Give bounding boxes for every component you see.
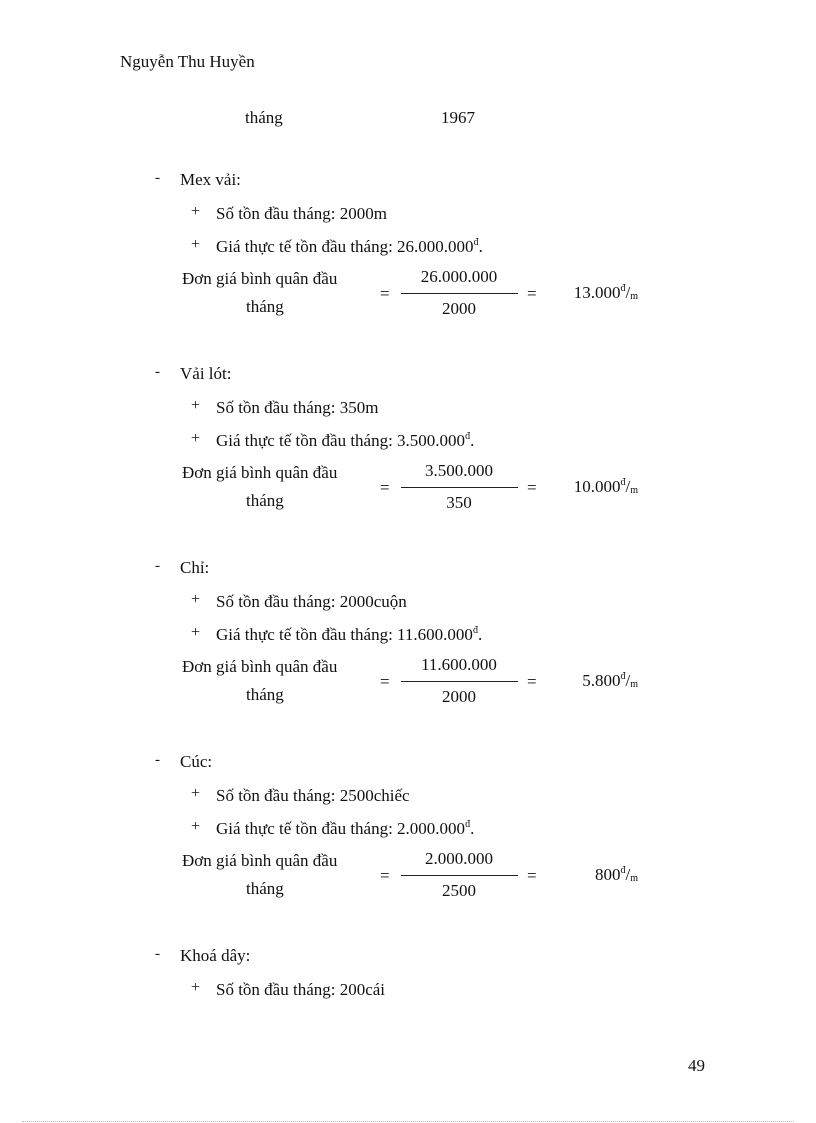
- fraction-bar: [401, 293, 518, 294]
- page-number: 49: [688, 1056, 705, 1075]
- bottom-dotted-rule: [22, 1121, 794, 1122]
- section-title: Chỉ:: [180, 558, 210, 577]
- plus-bullet-icon: +: [191, 203, 201, 220]
- page-header-author: Nguyễn Thu Huyền: [120, 52, 255, 71]
- formula-label: Đơn giá bình quân đầu: [182, 269, 338, 288]
- plus-bullet-icon: +: [191, 236, 201, 253]
- plus-bullet-icon: +: [191, 785, 201, 802]
- fraction-bar: [401, 875, 518, 876]
- fraction-numerator: 2.000.000: [425, 849, 493, 868]
- section-title: Khoá dây:: [180, 946, 251, 965]
- plus-bullet-icon: +: [191, 591, 201, 608]
- bullet-dash-icon: -: [155, 558, 160, 574]
- fraction-denominator: 2000: [442, 299, 476, 318]
- formula-label: Đơn giá bình quân đầu: [182, 657, 338, 676]
- bullet-dash-icon: -: [155, 752, 160, 768]
- equals-sign: =: [380, 284, 390, 303]
- equals-sign: =: [380, 672, 390, 691]
- formula-label-cont: tháng: [246, 491, 284, 510]
- carryover-value: 1967: [441, 108, 475, 127]
- formula-label: Đơn giá bình quân đầu: [182, 463, 338, 482]
- stock-quantity-line: Số tồn đầu tháng: 2000m: [216, 204, 387, 223]
- section-title: Cúc:: [180, 752, 213, 771]
- plus-bullet-icon: +: [191, 397, 201, 414]
- fraction-numerator: 3.500.000: [425, 461, 493, 480]
- formula-label-cont: tháng: [246, 685, 284, 704]
- formula-label-cont: tháng: [246, 297, 284, 316]
- section-chi: [0, 558, 816, 708]
- stock-quantity-line: Số tồn đầu tháng: 2500chiếc: [216, 786, 410, 805]
- stock-value-line: Giá thực tế tồn đầu tháng: $3.500.000^đ$.: [216, 431, 475, 450]
- formula-label-cont: tháng: [246, 879, 284, 898]
- plus-bullet-icon: +: [191, 979, 201, 996]
- bullet-dash-icon: -: [155, 364, 160, 380]
- equals-sign: =: [527, 672, 537, 691]
- fraction-denominator: 350: [446, 493, 472, 512]
- plus-bullet-icon: +: [191, 430, 201, 447]
- fraction-numerator: 11.600.000: [421, 655, 497, 674]
- stock-value-line: Giá thực tế tồn đầu tháng: $2.000.000^đ$.: [216, 819, 475, 838]
- stock-quantity-line: Số tồn đầu tháng: 200cái: [216, 980, 386, 999]
- section-cuc: [0, 752, 816, 902]
- fraction-denominator: 2000: [442, 687, 476, 706]
- equals-sign: =: [527, 866, 537, 885]
- bullet-dash-icon: -: [155, 170, 160, 186]
- fraction-numerator: 26.000.000: [420, 267, 498, 286]
- section-vai-lot: [0, 364, 816, 514]
- unit-price-result: $5.800^đ/m$: [582, 671, 638, 690]
- unit-price-result: $800^đ/m$: [594, 865, 638, 884]
- fraction-bar: [401, 487, 518, 488]
- equals-sign: =: [527, 284, 537, 303]
- stock-value-line: Giá thực tế tồn đầu tháng: $26.000.000^đ$.: [216, 237, 483, 256]
- bullet-dash-icon: -: [155, 946, 160, 962]
- stock-quantity-line: Số tồn đầu tháng: 350m: [216, 398, 379, 417]
- stock-value-line: Giá thực tế tồn đầu tháng: $11.600.000^đ$.: [216, 625, 483, 644]
- unit-price-result: $10.000^đ/m$: [573, 477, 638, 496]
- section-title: Vải lót:: [180, 364, 232, 383]
- fraction-denominator: 2500: [442, 881, 476, 900]
- unit-price-result: $13.000^đ/m$: [573, 283, 638, 302]
- equals-sign: =: [380, 866, 390, 885]
- fraction-bar: [401, 681, 518, 682]
- section-title: Mex vải:: [180, 170, 241, 189]
- plus-bullet-icon: +: [191, 624, 201, 641]
- plus-bullet-icon: +: [191, 818, 201, 835]
- equals-sign: =: [380, 478, 390, 497]
- carryover-label: tháng: [245, 108, 283, 127]
- equals-sign: =: [527, 478, 537, 497]
- formula-label: Đơn giá bình quân đầu: [182, 851, 338, 870]
- stock-quantity-line: Số tồn đầu tháng: 2000cuộn: [216, 592, 407, 611]
- section-mex-vai: [0, 170, 816, 320]
